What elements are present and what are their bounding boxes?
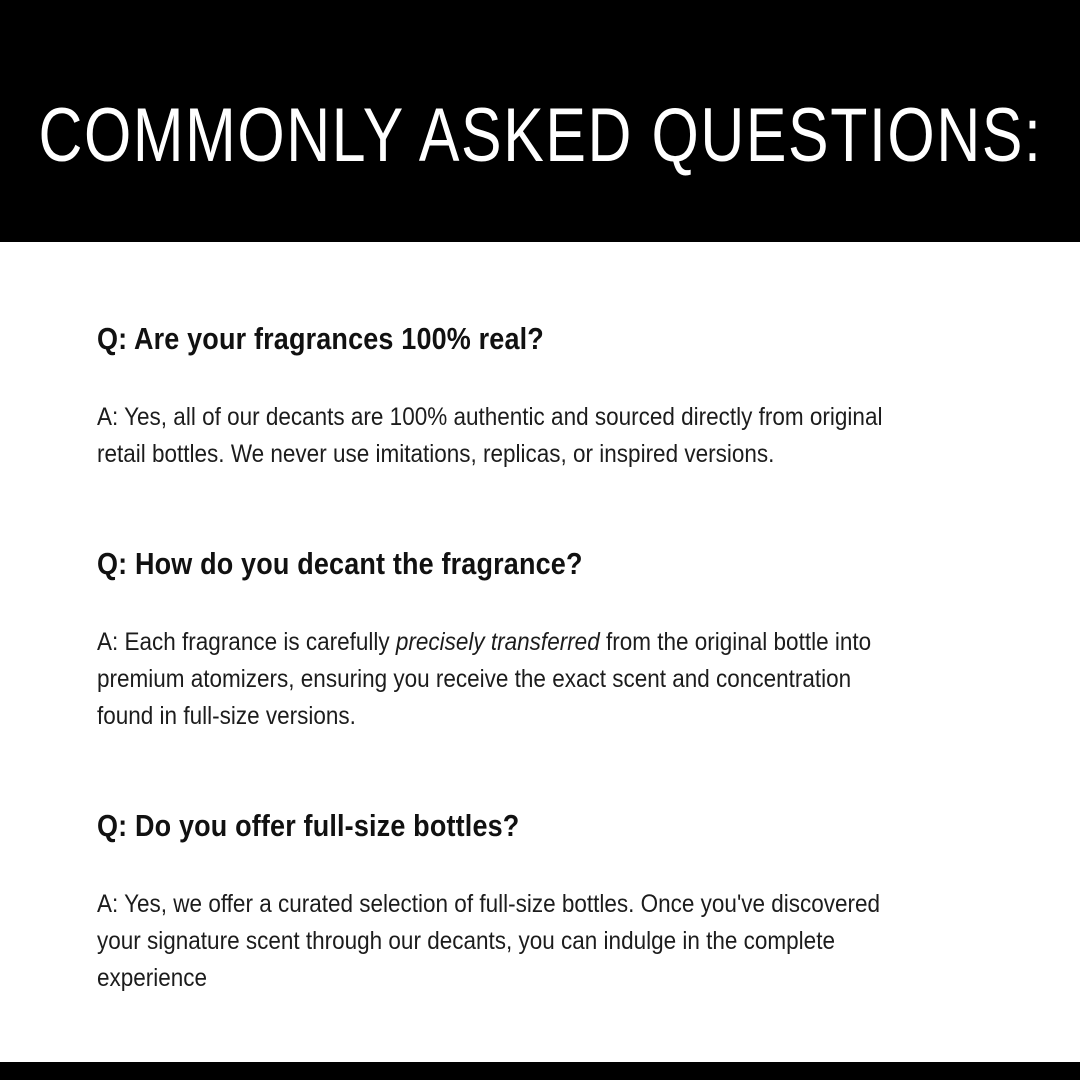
page-title: COMMONLY ASKED QUESTIONS: bbox=[38, 92, 1043, 178]
page-title-wrap bbox=[0, 78, 1080, 178]
faq-item bbox=[97, 545, 1040, 735]
faq-question bbox=[97, 807, 1040, 844]
faq-answer bbox=[97, 399, 1040, 473]
answer-text-segment: precisely transferred bbox=[395, 628, 600, 656]
answer-text-segment: A: Yes, all of our decants are 100% authentic and sourced directly from original bbox=[97, 403, 883, 431]
answer-text-segment: your signature scent through our decants, you can indulge in the complete bbox=[97, 927, 835, 955]
answer-text-segment: found in full-size versions. bbox=[97, 702, 356, 730]
footer-bar bbox=[0, 1062, 1080, 1080]
faq-question bbox=[97, 320, 1040, 357]
answer-text-segment: experience bbox=[97, 964, 208, 992]
faq-answer bbox=[97, 886, 1040, 997]
faq-answer-text bbox=[97, 886, 880, 997]
header-banner bbox=[0, 0, 1080, 242]
faq-answer-text bbox=[97, 399, 882, 473]
faq-item bbox=[97, 320, 1040, 473]
answer-text-segment: retail bottles. We never use imitations, replicas, or inspired versions. bbox=[97, 440, 775, 468]
faq-question-text: Q: How do you decant the fragrance? bbox=[97, 546, 583, 581]
faq-item bbox=[97, 807, 1040, 997]
answer-text-segment: from the original bottle into bbox=[599, 628, 872, 656]
faq-question-text: Q: Do you offer full-size bottles? bbox=[97, 808, 520, 843]
faq-list bbox=[0, 320, 1080, 997]
faq-question bbox=[97, 545, 1040, 582]
answer-text-segment: A: Yes, we offer a curated selection of full-size bottles. Once you've discovered bbox=[97, 890, 881, 918]
answer-text-segment: A: Each fragrance is carefully bbox=[97, 628, 396, 656]
faq-answer-text bbox=[97, 624, 871, 735]
answer-text-segment: premium atomizers, ensuring you receive the exact scent and concentration bbox=[97, 665, 852, 693]
faq-answer bbox=[97, 624, 1040, 735]
faq-question-text: Q: Are your fragrances 100% real? bbox=[97, 321, 544, 356]
